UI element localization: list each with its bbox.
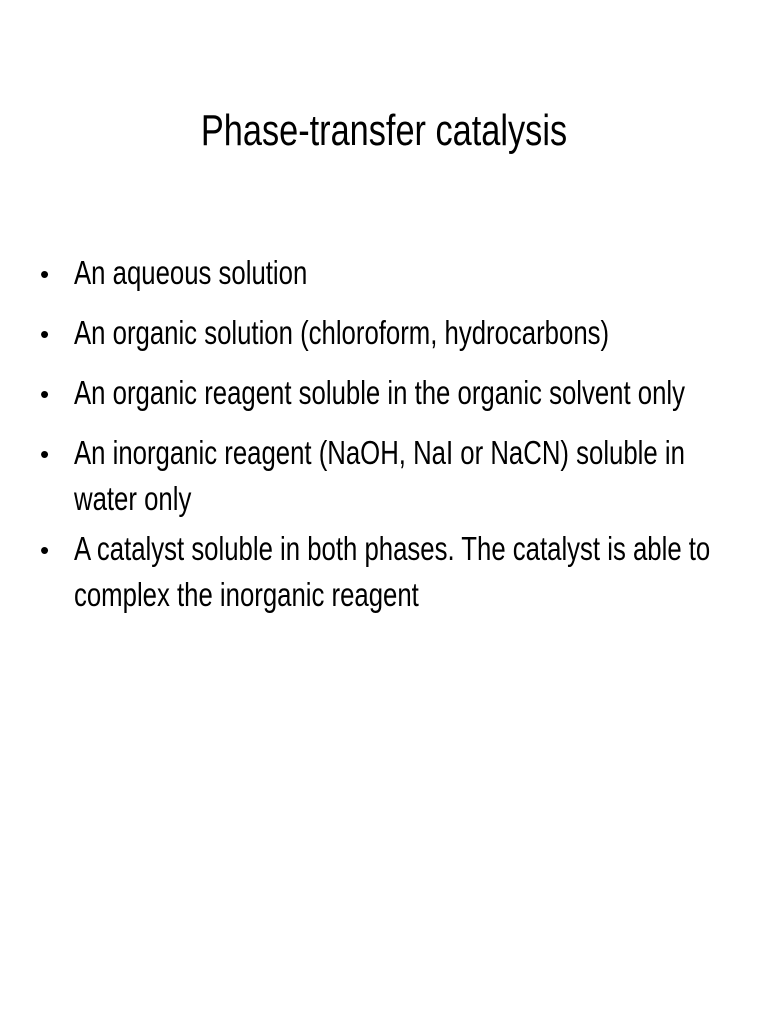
list-item [40,250,740,296]
bullet-list [40,250,740,622]
slide-title: Phase-transfer catalysis [200,106,568,155]
bullet-icon: • [40,379,50,409]
bullet-text: An aqueous solution [74,254,308,291]
bullet-text: An organic solution (chloroform, hydrocarbons) [74,314,610,351]
bullet-text: A catalyst soluble in both phases. The catalyst is able to complex the inorganic reagent [74,530,711,613]
list-item [40,310,740,356]
bullet-icon: • [40,439,50,469]
list-item [40,370,740,416]
list-item [40,526,740,618]
list-item [40,430,740,522]
bullet-text: An organic reagent soluble in the organic solvent only [74,374,686,411]
bullet-text: An inorganic reagent (NaOH, NaI or NaCN) soluble in water only [74,434,685,517]
bullet-icon: • [40,535,50,565]
bullet-icon: • [40,259,50,289]
bullet-icon: • [40,319,50,349]
